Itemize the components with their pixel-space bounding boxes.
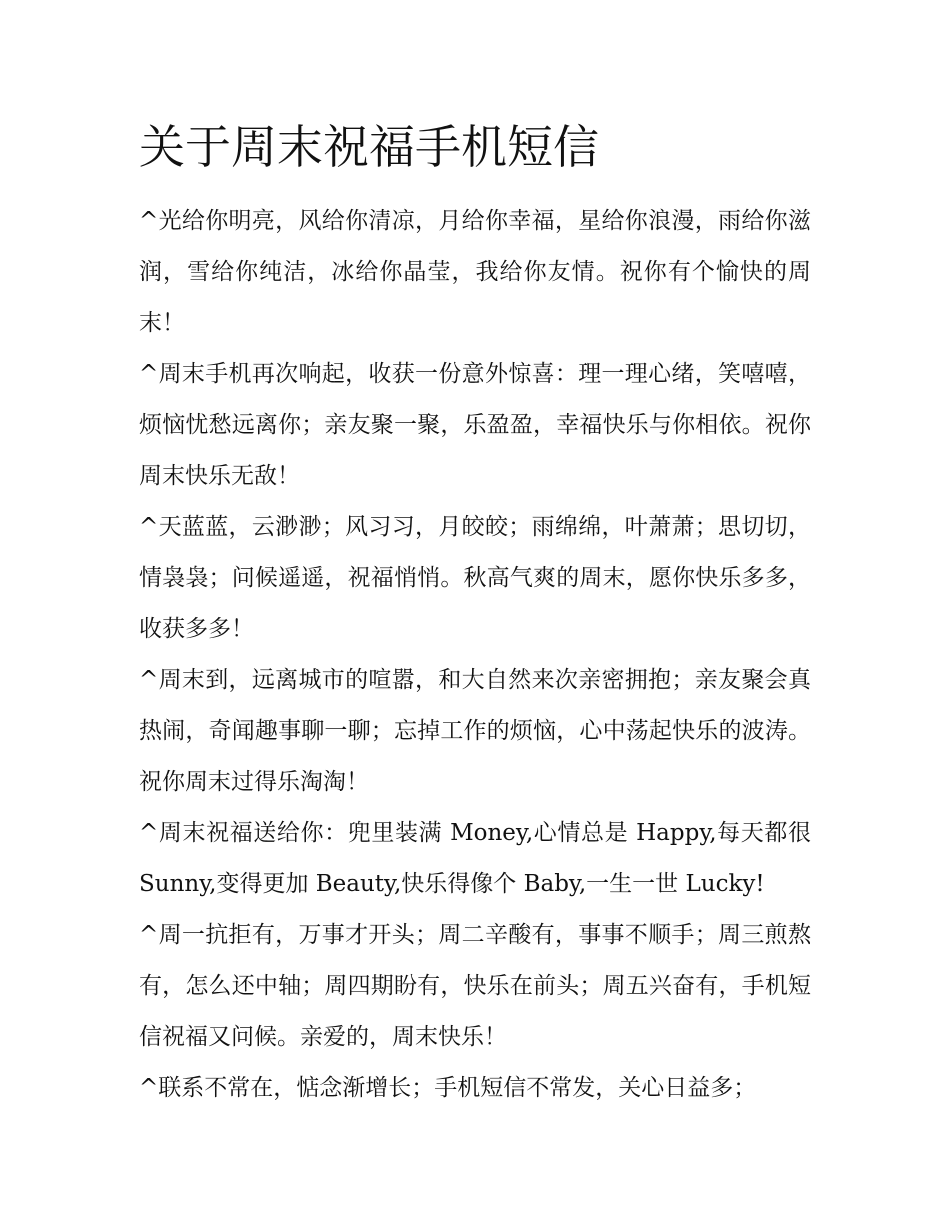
paragraph-3: ^天蓝蓝，云渺渺；风习习，月皎皎；雨绵绵，叶萧萧；思切切，情袅袅；问候遥遥，祝福悄悄。秋高气爽的周末，愿你快乐多多，收获多多！ (139, 514, 811, 642)
paragraph-7: ^联系不常在，惦念渐增长；手机短信不常发，关心日益多； (139, 1075, 757, 1101)
paragraph-4: ^周末到，远离城市的喧嚣，和大自然来次亲密拥抱；亲友聚会真热闹，奇闻趣事聊一聊；忘掉工作的烦恼，心中荡起快乐的波涛。祝你周末过得乐淘淘！ (139, 667, 811, 795)
document-body (139, 196, 811, 1114)
paragraph-5: ^周末祝福送给你：兜里装满 Money,心情总是 Happy,每天都很 Sunny,变得更加 Beauty,快乐得像个 Baby,一生一世 Lucky! (139, 820, 811, 897)
paragraph-1: ^光给你明亮，风给你清凉，月给你幸福，星给你浪漫，雨给你滋润，雪给你纯洁，冰给你晶莹，我给你友情。祝你有个愉快的周末！ (139, 208, 811, 336)
paragraph-2: ^周末手机再次响起，收获一份意外惊喜：理一理心绪，笑嘻嘻，烦恼忧愁远离你；亲友聚一聚，乐盈盈，幸福快乐与你相依。祝你周末快乐无敌！ (139, 361, 811, 489)
document-title: 关于周末祝福手机短信 (139, 120, 599, 174)
paragraph-6: ^周一抗拒有，万事才开头；周二辛酸有，事事不顺手；周三煎熬有，怎么还中轴；周四期盼有，快乐在前头；周五兴奋有，手机短信祝福又问候。亲爱的，周末快乐！ (139, 922, 811, 1050)
